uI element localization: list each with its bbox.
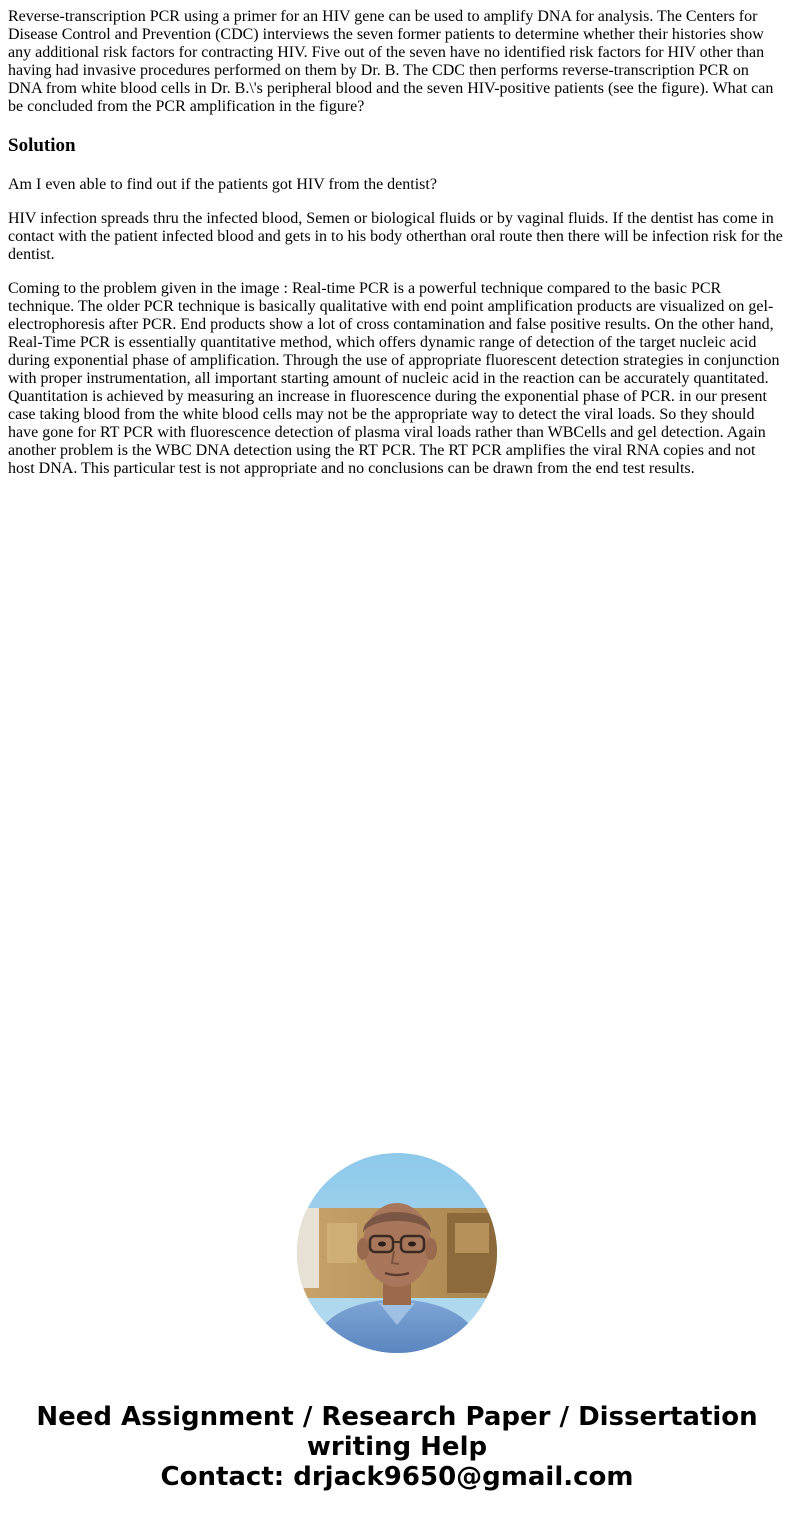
- promo-contact: Contact: drjack9650@gmail.com: [160, 1462, 634, 1492]
- question-text: Reverse-transcription PCR using a primer for an HIV gene can be used to amplify DNA for analysis. The Centers for Disease Control and Prevention (CDC) interviews the seven former patients to determine whether their histories show any additional risk factors for contracting HIV. Five out of the seven have no identified risk factors for HIV other than having had invasive procedures performed on them by Dr. B. The CDC then performs reverse-transcription PCR on DNA from white blood cells in Dr. B.\'s peripheral blood and the seven HIV-positive patients (see the figure). What can be concluded from the PCR amplification in the figure?: [8, 8, 774, 115]
- promo-line-1: Need Assignment / Research Paper / Dissertation: [36, 1402, 758, 1432]
- author-avatar: [297, 1153, 497, 1353]
- solution-paragraph-3: Coming to the problem given in the image : Real-time PCR is a powerful technique compared to the basic PCR technique. The older PCR technique is basically qualitative with end point amplification products are visualized on gel-electrophoresis after PCR. End products show a lot of cross contamination and false positive results. On the other hand, Real-Time PCR is essentially quantitative method, which offers dynamic range of detection of the target nucleic acid during exponential phase of amplification. Through the use of appropriate fluorescent detection strategies in conjunction with proper instrumentation, all important starting amount of nucleic acid in the reaction can be accurately quantitated. Quantitation is achieved by measuring an increase in fluorescence during the exponential phase of PCR. in our present case taking blood from the white blood cells may not be the appropriate way to detect the viral loads. So they should have gone for RT PCR with fluorescence detection of plasma viral loads rather than WBCells and gel detection. Again another problem is the WBC DNA detection using the RT PCR. The RT PCR amplifies the viral RNA copies and not host DNA. This particular test is not appropriate and no conclusions can be drawn from the end test results.: [8, 280, 780, 477]
- promo-line-2: writing Help: [306, 1432, 488, 1462]
- solution-heading: Solution: [8, 135, 76, 156]
- document-body: [8, 8, 786, 494]
- solution-paragraph-2: HIV infection spreads thru the infected blood, Semen or biological fluids or by vaginal fluids. If the dentist has come in contact with the patient infected blood and gets in to his body otherthan oral route then there will be infection risk for the dentist.: [8, 210, 783, 263]
- promo-banner: [0, 1402, 794, 1492]
- author-portrait-image: [297, 1153, 497, 1353]
- solution-paragraph-1: Am I even able to find out if the patients got HIV from the dentist?: [8, 176, 437, 193]
